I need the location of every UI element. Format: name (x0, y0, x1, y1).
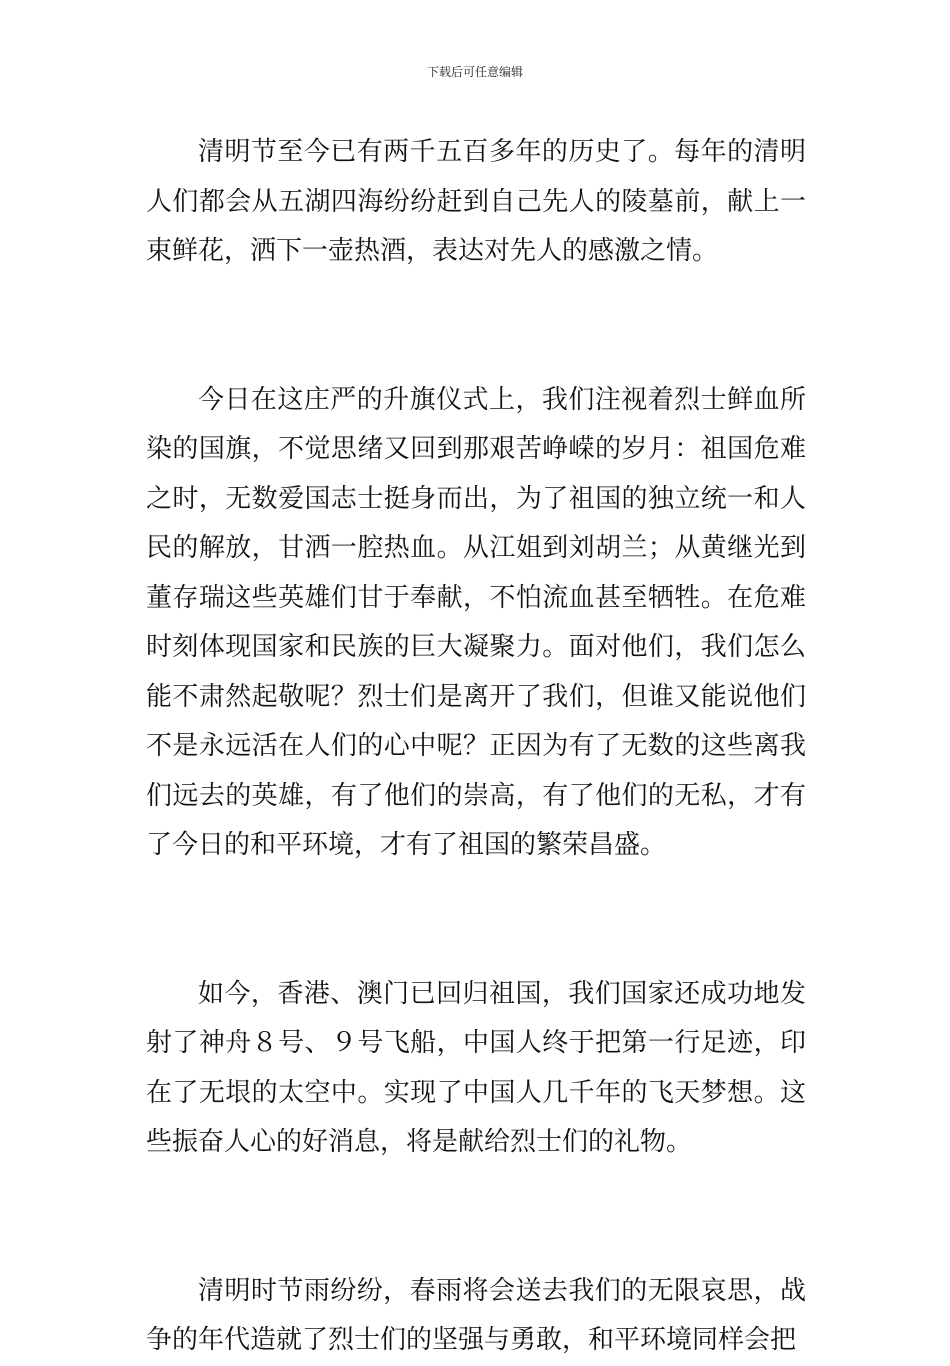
paragraph-4: 清明时节雨纷纷，春雨将会送去我们的无限哀思，战争的年代造就了烈士们的坚强与勇敢，和平环境同样会把 (146, 1275, 806, 1355)
header-note: 下载后可任意编辑 (426, 65, 523, 79)
paragraph-3: 如今，香港、澳门已回归祖国，我们国家还成功地发射了神舟８号、９号飞船，中国人终于把第一行足迹，印在了无垠的太空中。实现了中国人几千年的飞天梦想。这些振奋人心的好消息，将是献给烈士们的礼物。 (146, 978, 806, 1157)
paragraph-1: 清明节至今已有两千五百多年的历史了。每年的清明人们都会从五湖四海纷纷赶到自己先人的陵墓前，献上一束鲜花，洒下一壶热酒，表达对先人的感激之情。 (146, 137, 806, 266)
paragraph-2: 今日在这庄严的升旗仪式上，我们注视着烈士鲜血所染的国旗，不觉思绪又回到那艰苦峥嵘的岁月：祖国危难之时，无数爱国志士挺身而出，为了祖国的独立统一和人民的解放，甘洒一腔热血。从江姐到刘胡兰；从黄继光到董存瑞这些英雄们甘于奉献，不怕流血甚至牺牲。在危难时刻体现国家和民族的巨大凝聚力。面对他们，我们怎么能不肃然起敬呢？烈士们是离开了我们，但谁又能说他们不是永远活在人们的心中呢？正因为有了无数的这些离我们远去的英雄，有了他们的崇高，有了他们的无私，才有了今日的和平环境，才有了祖国的繁荣昌盛。 (146, 384, 806, 860)
body-text (146, 128, 806, 1366)
